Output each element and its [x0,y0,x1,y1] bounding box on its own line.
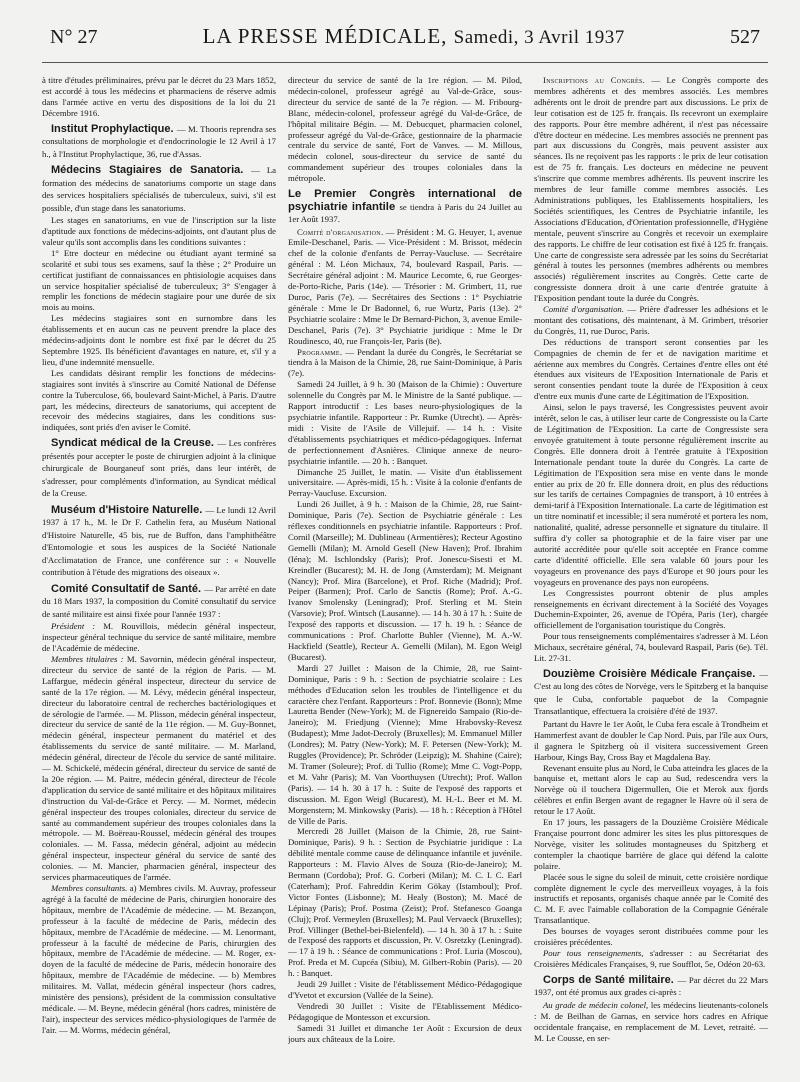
paragraph: Samedi 31 Juillet et dimanche 1er Août : Excursion de deux jours aux châteaux de la Loire. [288,1022,522,1044]
heading-text: Le Premier Congrès international de psychiatrie infantile [288,188,522,213]
label: Pour tous renseignements, [543,947,644,958]
paragraph: Ainsi, selon le pays traversé, les Congressistes peuvent avoir intérêt, selon le cas, à utiliser leur carte de Congressiste ou la Carte de Légitimation de l'Exposition. La carte de Congressiste sera envoyée gratuitement à toute personne régulièrement inscrite au Congrès. Elle donnera droit à l'entrée gratuite à l'Exposition Internationale pendant toute la durée du Congrès. La carte de Légitimation de l'Exposition sera mise en vente dans le monde entier au prix de 20 fr. Elle donnera droit, en plus des réductions sur les tarifs de certaines Compagnies de transport, à 10 entrées à demi-tarif à l'Exposition Internationale. La carte de légitimation est un titre nominatif et incessible; il sera numéroté et portera les nom, nationalité, qualité, adresse personnelle et signature du titulaire. Il suffira d'y coller sa photographie et de la faire viser par une autorité accréditée pour qu'elle soit acceptée en France comme carte d'identité officielle. Elle sera valable 60 jours pour les voyageurs en provenance des pays d'Europe et 90 jours pour les voyageurs en provenance des pays non européens. [534,402,768,587]
journal-title [203,24,625,49]
paragraph: Les stages en sanatoriums, en vue de l'inscription sur la liste d'aptitude aux fonctions de médecins-adjoints, ont d'autant plus de valeur qu'ils sont accomplis dans les conditions suivantes : [42,215,276,247]
heading-lead: — La formation des médecins de sanatoriums comporte un stage dans des services hospitaliers spécialisés de tuberculeux, suivi, s'il est possible, d'un stage dans les sanatoriums. [42,165,276,213]
heading-lead: — Les confrères présentés pour accepter le poste de chirurgien adjoint à la clinique chirurgicale de Bourganeuf sont priés, dans leur intérêt, de s'adresser, pour compléments d'information, au Syndicat médical de la Creuse. [42,438,276,499]
paragraph-text: M. Rouvillois, médecin général inspecteur, inspecteur général technique du service de santé militaire, membre de l'Académie de médecine. [42,621,276,654]
heading-lead: — Par arrêté en date du 18 Mars 1937, la composition du Comité consultatif du service de santé militaire est ainsi fixée pour l'année 1937 : [42,583,276,619]
paragraph [534,304,768,337]
paragraph [42,621,276,654]
label: Comité d'organisation. [543,304,624,315]
label: Membres titulaires : [51,653,124,664]
issue-date: Samedi, 3 Avril 1937 [453,27,625,48]
paragraph: directeur du service de santé de la 1re région. — M. Pilod, médecin-colonel, professeur agrégé au Val-de-Grâce, sous-directeur du service de santé de la 7e région. — M. Fribourg-Blanc, médecin-colonel, professeur agrégé du Val-de-Grâce, de l'hôpital militaire Bégin. — M. Debucquet, pharmacien colonel, professeur agrégé du Val-de-Grâce, gestionnaire de la pharmacie centrale du service de santé, Fort de Vanves. — M. Millous, médecin colonel, sous-directeur du service de santé du commandement supérieur des troupes coloniales dans la métropole. [288,75,522,184]
paragraph: Les candidats désirant remplir les fonctions de médecins-stagiaires sont invités à s'inscrire au Comité National de Défense contre la Tuberculose, 66, boulevard Saint-Michel, à Paris. D'autre part, les médecins, directeurs de sanatoriums, qui acceptent de recevoir des médecins stagiaires, dans les conditions sus-indiquées, sont priés d'en aviser le Comité. [42,367,276,433]
heading-text: Médecins Stagiaires de Sanatoria. [51,164,244,177]
paragraph: Mardi 27 Juillet : Maison de la Chimie, 28, rue Saint-Dominique, Paris : 9 h. : Section de psychiatrie scolaire : Les méthodes d'Education selon les troubles de l'intelligence et du caractère chez l'enfant. Rapporteurs : Prof. Bonnevie (Bonn); Mme Lauretta Bender (New-York); M. de Fignereido Sampaio (Rio-de-Janeiro); M. Friedjung (Vienne); Mme Hrabovsky-Revesz (Budapest); Mme Jadot-Decroly (Bruxelles); M. Emmanuel Miller (Londres); M. Patry (New-York); M. F. Petersen (New-York); M. Ruggles (Providence); Pr. Schröder (Leipzig); M. Shahine (Caire); M. Tramer (Soleure); Prof. di Tullio (Rome); Mme C. Vogt-Popp, et M. Vahr (Paris); M. Van Voorthuysen (Utrecht); Prof. Wallon (Paris). — 14 h. 30 à 17 h. : Suite de l'exposé des rapports et discussion. M. Egon Weigl (Bucarest), M. H.-L. Beer et M. M. Morgenstern; M. Minkowsky (Paris). — 18 h. : Réception à l'Hôtel de Ville de Paris. [288,662,522,826]
section-heading-syndicat-creuse [42,437,276,500]
column-middle [288,75,522,1075]
section-heading-medecins-stagiaires [42,164,276,214]
column-right [534,75,768,1075]
paragraph: Samedi 24 Juillet, à 9 h. 30 (Maison de la Chimie) : Ouverture solennelle du Congrès par M. le Ministre de la Santé publique. — Rapport introductif : Les bases neuro-physiologiques de la psychiatrie infantile. Rapporteur : Pr. Rumke (Utrecht). — Après-midi : Visite de l'Asile de Villejuif. — 14 h. : Visite d'établissements psychiatriques et médico-pédagogiques. Infernat de perfectionnement d'Asnières. Clinique annexe de neuro-psychiatrie infantile. — 20 h. : Banquet. [288,379,522,466]
paragraph: à titre d'études préliminaires, prévu par le décret du 23 Mars 1852, est accordé à tous les médecins et pharmaciens de réserve admis dans l'armée active en vertu des dispositions de la loi du 21 Décembre 1916. [42,75,276,118]
heading-text: Syndicat médical de la Creuse. [51,437,214,450]
article-columns [42,75,768,1075]
section-heading-comite-consultatif [42,583,276,621]
paragraph: Des réductions de transport seront consenties par les Compagnies de chemin de fer et de navigation maritime et aérienne aux membres du Congrès. Certaines d'entre elles ont été étendues aux visiteurs de l'Exposition Internationale de Paris et seront consenties pendant toute la durée de l'Exposition à ceux d'entre eux munis d'une carte de Légitimation de l'Exposition. [534,336,768,402]
page-header [42,24,768,63]
section-heading-museum [42,504,276,579]
paragraph: Les Congressistes pourront obtenir de plus amples renseignements en écrivant directement à la Société des Voyages Duchemin-Expointer, 26, avenue de l'Opéra, Paris (1er), chargée officiellement de l'organisation touristique du Congrès. [534,587,768,631]
paragraph: Jeudi 29 Juillet : Visite de l'établissement Médico-Pédagogique d'Yvetot et excursion (Vallée de la Seine). [288,979,522,1000]
paragraph-text: a) Membres civils. M. Auvray, professeur agrégé à la faculté de médecine de Paris, chirurgien honoraire des hôpitaux, membre de l'Académie de médecine. — M. Bezançon, professeur à la faculté de médecine de Paris, médecin des hôpitaux, membre de l'Académie de médecine. — M. Lenormant, professeur à la faculté de médecine de Paris, chirurgien des hôpitaux, membre de l'Académie de médecine. — M. Roger, ex-doyen de la faculté de médecine de Paris, médecin honoraire des hôpitaux, membre de l'Académie de médecine. — b) Membres militaires. M. Vallat, médecin général inspecteur (hors cadres, ministère des pensions), président de la commission consultative médicale. — M. Beyne, médecin général (hors cadres, ministère de l'air), inspecteur des services médico-physiologiques de l'armée de l'air. — M. Worms, médecin général, [42,883,276,1035]
column-left [42,75,276,1075]
paragraph: 1° Etre docteur en médecine ou étudiant ayant terminé sa scolarité et subi tous ses examens, sauf la thèse ; 2° Produire un certificat justifiant de connaissances en phtisiologie acquises dans un service hospitalier spécialisé de tuberculeux; 3° S'engager à remplir les fonctions de médecin stagiaire pour une durée de six mois au moins. [42,247,276,313]
heading-text: Muséum d'Histoire Naturelle. [51,503,203,516]
issue-number: N° 27 [50,26,98,48]
paragraph: Vendredi 30 Juillet : Visite de l'Etablissement Médico-Pédagogique de Montesson et excursion. [288,1000,522,1022]
paragraph [42,654,276,883]
paragraph: Des bourses de voyages seront distribuées comme pour les croisières précédentes. [534,926,768,948]
heading-text: Douzième Croisière Médicale Française. [543,667,756,680]
paragraph-text: les médecins lieutenants-colonels : M. de Beilhan de Garnas, en service hors cadres en Afrique occidentale française, en remplacement de M. Levet, retraité. — M. Le Cousse, en ser- [534,999,768,1043]
paragraph-text: — Pendant la durée du Congrès, le Secrétariat se tiendra à la Maison de la Chimie, 28, rue Saint-Dominique, à Paris (7e). [288,346,522,379]
heading-lead: — Le lundi 12 Avril 1937 à 17 h., M. le Dr F. Cathelin fera, au Muséum National d'Histoire Naturelle, 45 bis, rue de Buffon, dans l'amphithéâtre d'Entomologie et sous les auspices de la Société Nationale d'Acclimatation de France, une conférence sur : « Nouvelle contribution à l'étude des migrations des oiseaux ». [42,504,276,578]
paragraph [288,227,522,347]
label: Président : [51,621,96,632]
paragraph: Mercredi 28 Juillet (Maison de la Chimie, 28, rue Saint-Dominique, Paris). 9 h. : Section de Psychiatrie juridique : La débilité mentale comme cause de délinquance infantile et juvénile. Rapporteurs : M. Flavio Alves de Souza (Rio-de-Janeiro); M. Bermann (Cordoba); Prof. G. Corberi (Milan); M. C. I. C. Earl (Caterham); Prof. Fahreddin Kerim Gökay (Istamboul); Prof. Victor Fontes (Lisbonne); M. Healy (Boston); M. Macé de Lépinay (Paris); Prof. Postma (Zeist); Prof. Stefanesco Goanga (Cluj); Prof. Vermeylen (Bruxelles); M. Paul Vervaeck (Bruxelles); Prof. Villinger (Bethel-bei-Bielenfeld). — 14 h. 30 à 17 h. : Suite de l'exposé des rapports et discussion, Pr. V. Osretzky (Leningrad). — 17 à 19 h. : Séance de communications : Prof. Luria (Moscou), Prof. Preda et M. Cupcéa (Sibiu), M. Gilbert-Robin (Paris). — 20 h. : Banquet. [288,826,522,979]
label: Comité d'organisation. [297,226,384,237]
heading-text: Comité Consultatif de Santé. [51,582,202,595]
paragraph-text: — Président : M. G. Heuyer, 1, avenue Emile-Deschanel, Paris. — Vice-Président : M. Brissot, médecin chef de la colonie d'enfants de Perray-Vaucluse. — Secrétaire général : M. Léon Michaux, 74, boulevard Raspail, Paris. — Secrétaire général adjoint : M. Maurice Lecomte, 6, rue Georges-de-Porto-Riche, Paris (14e). — Trésorier : M. Grimbert, 11, rue Duroc, Paris (7e). — Secrétaires des Sections : 1° Psychiatrie générale : Mme le Dr Badonnel, 6, rue Wurtz, Paris (13e). 2° Psychiatrie scolaire : Mme le Dr Bernard-Pichon, 3, avenue Emile-Deschanel, Paris (7e). 3° Psychiatrie juridique : Mme le Dr Roudinesco, 40, rue François-Ier, Paris (8e). [288,226,522,346]
heading-lead: — Par décret du 22 Mars 1937, ont été promus aux grades ci-après : [534,974,768,998]
paragraph-text: M. Savornin, médecin général inspecteur, directeur du service de santé de la région de Paris. — M. Laffargue, médecin général inspecteur, directeur du service de santé de la 17e région. — M. Lévy, médecin général inspecteur, directeur du laboratoire central de recherches bactériologiques et de sérologie de l'armée. — M. Plisson, médecin général inspecteur, directeur du service de santé de la 11e région. — M. Guy-Bonnet, médecin général, inspecteur permanent du matériel et des établissements du service de santé militaire. — M. Marland, médecin général, directeur de l'école du service de santé militaire. — M. Schickelé, médecin général, directeur du service de santé de la 20e région. — M. Paitre, médecin général, directeur de l'école d'application du service de santé militaire et des hôpitaux militaires d'instruction du Val-de-Grâce et Percy. — M. Normet, médecin général inspecteur des troupes coloniales, directeur du service de santé au commandement supérieur des troupes coloniales dans la métropole. — M. Boëreau-Roussel, médecin général des troupes coloniales. — M. Fassa, médecin général, adjoint au médecin général inspecteur, inspecteur général du service de santé des colonies. — M. Mancier, pharmacien général, inspecteur des services pharmaceutiques de l'armée. [42,653,276,883]
section-heading-croisiere-medicale [534,668,768,718]
heading-text: Corps de Santé militaire. [543,973,674,986]
heading-text: Institut Prophylactique. [51,122,174,135]
paragraph-text: s'adresser : au Secrétariat des Croisières Médicales Françaises, 9, rue Soufflot, 5e, Odéon 20-63. [534,947,768,969]
paragraph [288,347,522,380]
paragraph: Placée sous le signe du soleil de minuit, cette croisière nordique complète dignement le cycle des merveilleux voyages, à la fois instructifs et reposants, organisés chaque année par le Comité des C. M. F. avec l'aimable collaboration de la Compagnie Générale Transatlantique. [534,871,768,926]
paragraph [534,1000,768,1044]
paragraph [534,75,768,304]
journal-name: LA PRESSE MÉDICALE, [202,24,448,48]
label: Programme. [297,346,343,357]
label: Au grade de médecin colonel, [543,999,649,1010]
paragraph-text: — Prière d'adresser les adhésions et le montant des cotisations, dès maintenant, à M. Grimbert, trésorier du Congrès, 11, rue Duroc, Paris. [534,304,768,336]
paragraph: Les médecins stagiaires sont en surnombre dans les établissements et en aucun cas ne peuvent prendre la place des médecins-adjoints dont le nombre est fixé par le décret du 25 Septembre 1925. Ils bénéficient d'avantages en nature, et, s'il y a lieu, d'une indemnité mensuelle. [42,313,276,367]
heading-lead: — C'est au long des côtes de Norvège, vers le Spitzberg et la banquise que le Cuba, confortable paquebot de la Compagnie Transatlantique, effectuera la croisière d'été de 1937. [534,668,768,717]
paragraph: Revenant ensuite plus au Nord, le Cuba atteindra les glaces de la banquise et, mettant alors le cap au Sud, redescendra vers la Norvège où il touchera Digermullen, Oie et Merok aux fjords célèbres et enfin Bergen avant de regagner le Havre où il sera de retour le 17 Août. [534,762,768,817]
paragraph: Pour tous renseignements complémentaires s'adresser à M. Léon Michaux, secrétaire général, 74, boulevard Raspail, Paris (6e). Tél. Lit. 27-31. [534,631,768,664]
paragraph: Lundi 26 Juillet, à 9 h. : Maison de la Chimie, 28, rue Saint-Dominique, Paris (7e). Section de Psychiatrie générale : Les réflexes conditionnels en psychiatrie infantile. Rapporteurs : Prof. Cornil (Marseille); M. Dublineau (Armentières); Recteur Agostino Gemelli (Milan); M. Arnold Gesell (New Haven); Prof. Ibrahim (Iéna); M. Ischlondsky (Paris); Prof. Jonescu-Sisesti et M. Kreindler (Bucarest); M. H. de Jong (Amsterdam); M. Meignant (Nancy); Prof. Mira (Barcelone), et Prof. Riche (Madrid); Prof. Peiper (Barmen); Prof. Carlo de Sanctis (Rome); Prof. A.-G. Ivanov Smolensky (Leningrad); Prof. Sterling et M. Stein (Varsovie); Prof. Wintsch (Lausanne). — 14 h. 30 à 17 h. : Suite de l'exposé des rapports et discussion. — 17 h. 19 h. : Séance de communications : Prof. Charlotte Buhler (Vienne), M. A.-W. Hackfield (Seattle), Recteur A. Gemelli (Milan), M. Egon Weigl (Bucarest). [288,499,522,662]
paragraph: Dimanche 25 Juillet, le matin. — Visite d'un établissement universitaire. — Après-midi, 15 h. : Visite à la colonie d'enfants de Perray-Vaucluse. Excursion. [288,466,522,499]
page-number: 527 [730,26,760,48]
label: Inscriptions au Congrès. [543,75,646,85]
paragraph [42,883,276,1036]
paragraph [534,948,768,970]
label: Membres consultants. [51,883,128,893]
heading-lead: — M. Thooris reprendra ses consultations de morphologie et d'endocrinologie le 12 Avril à 17 h., à l'Institut Prophylactique, 36, rue d'Assas. [42,123,276,159]
section-heading-congres-psychiatrie [288,188,522,226]
section-heading-institut-prophylactique [42,123,276,161]
paragraph: Partant du Havre le 1er Août, le Cuba fera escale à Trondheim et Hammerfest avant de doubler le Cap Nord. Puis, par l'île aux Ours, il gagnera le Spitzberg où il visitera successivement Green Harbour, Kings Bay, Cross Bay et Magdalena Bay. [534,718,768,762]
section-heading-corps-sante [534,974,768,999]
paragraph: En 17 jours, les passagers de la Douzième Croisière Médicale Française pourront donc admirer les sites les plus pittoresques de Norvège, visiter les solitudes montagneuses du Spitzberg et contempler la chaotique barrière de glace qui défend la calotte polaire. [534,817,768,871]
heading-lead: se tiendra à Paris du 24 Juillet au 1er Août 1937. [288,201,522,225]
paragraph-text: — Le Congrès comporte des membres adhérents et des membres associés. Les membres adhérents ont le droit de prendre part aux discussions. Le prix de leur cotisation est de 125 fr. français. Ils recevront un exemplaire des rapports. Pour être membre adhérent, il n'est pas nécessaire d'être docteur en médecine. Les membres associés ne prennent pas part aux discussions du Congrès, mais peuvent assister aux séances. Ils ne reçoivent pas les rapports : le prix de leur cotisation est de 75 fr. français. Les docteurs en médecine ne peuvent s'inscrire que comme membres adhérents. Ils peuvent inscrire les membres de leur famille comme membres associés. Les Administrations publiques, les Etablissements hospitaliers, les Sociétés scientifiques, les Centres de Psychiatrie infantile, les Associations d'Education, d'Orientation professionnelle, d'Hygiène mentale, peuvent s'inscrire au Congrès et recevoir un exemplaire des rapports. Le chiffre de leur cotisation est fixé à 125 fr. français. Une carte de congressiste sera adressée par les soins du Secrétariat général à toutes les personnes (membres adhérents ou membres associés) régulièrement inscrites au Congrès. Cette carte de congressiste donnera droit à une carte d'entrée gratuite à l'Exposition pendant toute la durée du Congrès. [534,75,768,304]
